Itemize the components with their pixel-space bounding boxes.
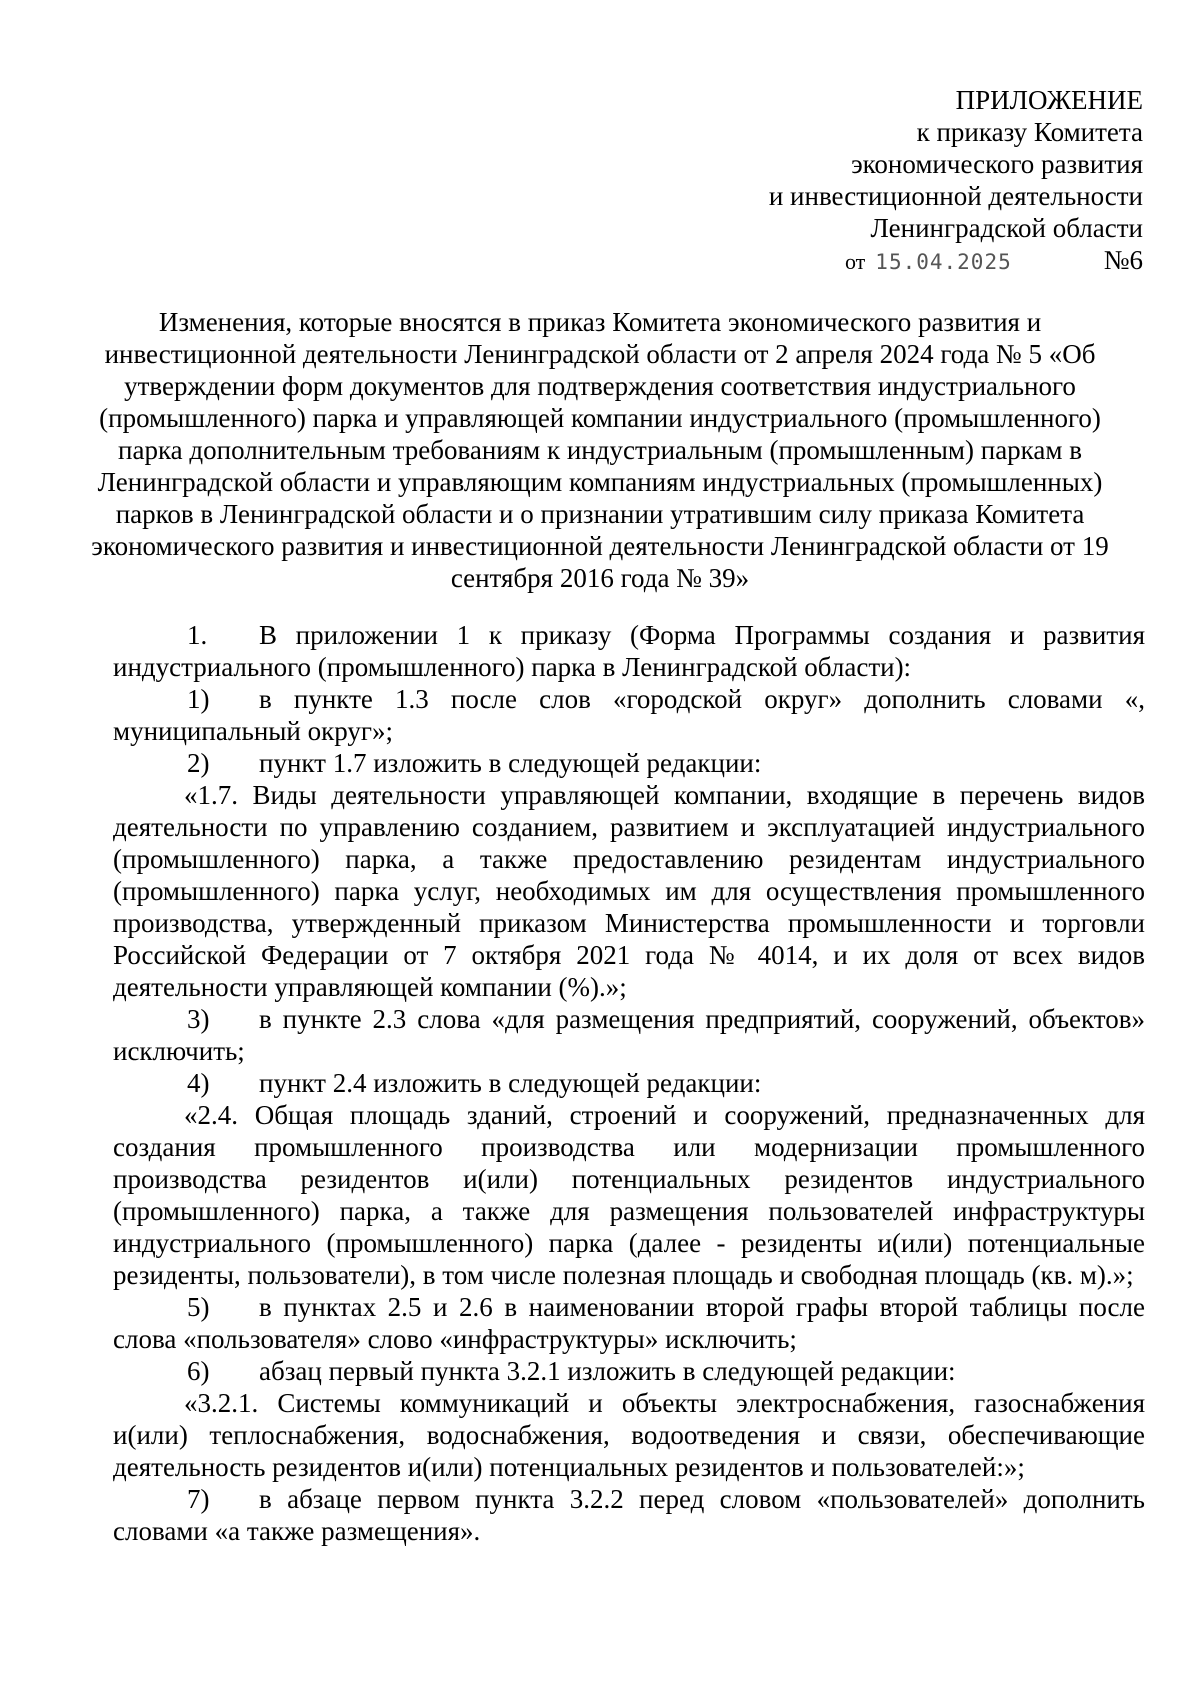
item-number: 6) (187, 1356, 210, 1386)
list-item (113, 1067, 1145, 1099)
item-text: абзац первый пункта 3.2.1 изложить в следующей редакции: (259, 1356, 956, 1386)
list-item (113, 1355, 1145, 1387)
paragraph-number: 1. (187, 620, 208, 650)
item-text: в абзаце первом пункта 3.2.2 перед словом «пользователей» дополнить словами «а также размещения». (113, 1484, 1145, 1546)
item-number: 7) (187, 1484, 210, 1514)
item-number: 4) (187, 1068, 210, 1098)
quoted-text: «3.2.1. Системы коммуникаций и объекты электроснабжения, газоснабжения и(или) теплоснабжения, водоснабжения, водоотведения и связи, обеспечивающие деятельность резидентов и(или) потенциальных резидентов и пользователей:»; (113, 1388, 1145, 1482)
item-text: в пункте 1.3 после слов «городской округ» дополнить словами «, муниципальный округ»; (113, 684, 1145, 746)
order-number: №6 (1103, 245, 1143, 275)
appendix-line: к приказу Комитета (916, 117, 1143, 147)
item-text: в пунктах 2.5 и 2.6 в наименовании второй графы второй таблицы после слова «пользователя» слово «инфраструктуры» исключить; (113, 1292, 1145, 1354)
quoted-text: «2.4. Общая площадь зданий, строений и сооружений, предназначенных для создания промышленного производства или модернизации промышленного производства резидентов и(или) потенциальных резидентов индустриального (промышленного) парка, а также для размещения пользователей инфраструктуры индустриального (промышленного) парка (далее - резиденты и(или) потенциальные резиденты, пользователи), в том числе полезная площадь и свободная площадь (кв. м).»; (113, 1100, 1145, 1290)
paragraph-1 (113, 619, 1145, 683)
order-date-stamp: 15.04.2025 (875, 250, 1012, 274)
date-prefix: от (844, 249, 866, 274)
appendix-line: экономического развития (851, 149, 1143, 179)
list-item (113, 747, 1145, 779)
item-text: пункт 1.7 изложить в следующей редакции: (259, 748, 762, 778)
item-text: в пункте 2.3 слова «для размещения предприятий, сооружений, объектов» исключить; (113, 1004, 1145, 1066)
item-number: 1) (187, 684, 210, 714)
appendix-line: и инвестиционной деятельности (768, 181, 1143, 211)
quoted-text: «1.7. Виды деятельности управляющей компании, входящие в перечень видов деятельности по управлению созданием, развитием и эксплуатацией индустриального (промышленного) парка, а также предоставлению резидентам индустриального (промышленного) парка услуг, необходимых им для осуществления промышленного производства, утвержденный приказом Министерства промышленности и торговли Российской Федерации от 7 октября 2021 года № 4014, и их доля от всех видов деятельности управляющей компании (%).»; (113, 780, 1145, 1002)
item-number: 3) (187, 1004, 210, 1034)
list-item (113, 1003, 1145, 1067)
item-number: 2) (187, 748, 210, 778)
appendix-date-row (769, 244, 1143, 278)
list-item (113, 1483, 1145, 1547)
document-title: Изменения, которые вносятся в приказ Комитета экономического развития и инвестиционной деятельности Ленинградской области от 2 апреля 2024 года № 5 «Об утверждении форм документов для подтверждения соответствия индустриального (промышленного) парка и управляющей компании индустриального (промышленного) парка дополнительным требованиям к индустриальным (промышленным) паркам в Ленинградской области и управляющим компаниям индустриальных (промышленных) парков в Ленинградской области и о признании утратившим силу приказа Комитета экономического развития и инвестиционной деятельности Ленинградской области от 19 сентября 2016 года № 39» (91, 307, 1109, 593)
item-text: пункт 2.4 изложить в следующей редакции: (259, 1068, 762, 1098)
list-item (113, 683, 1145, 747)
appendix-header (769, 84, 1143, 278)
document-body (113, 619, 1145, 1547)
list-item (113, 1291, 1145, 1355)
appendix-title: ПРИЛОЖЕНИЕ (955, 85, 1143, 115)
item-number: 5) (187, 1292, 210, 1322)
paragraph-text: В приложении 1 к приказу (Форма Программы создания и развития индустриального (промышленного) парка в Ленинградской области): (113, 620, 1145, 682)
appendix-line: Ленинградской области (870, 213, 1143, 243)
